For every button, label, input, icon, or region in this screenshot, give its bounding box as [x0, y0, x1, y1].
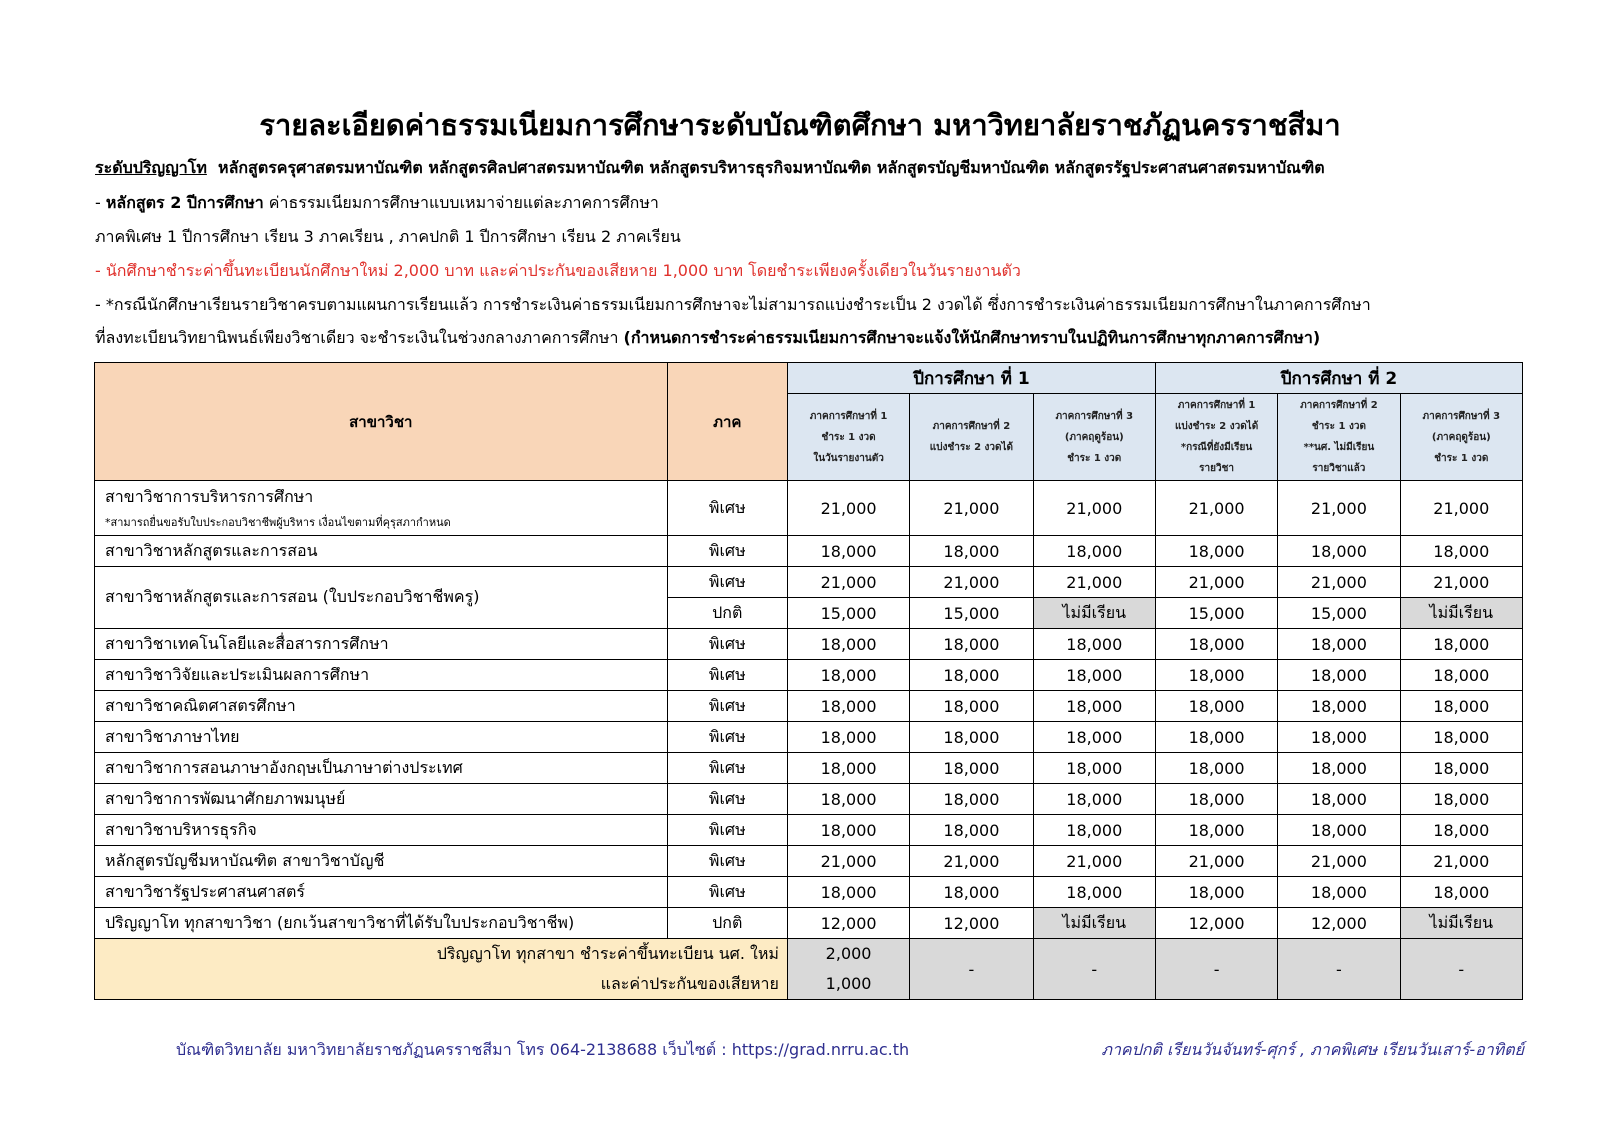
fee-cell: 18,000: [1033, 660, 1155, 691]
fee-cell: 18,000: [910, 784, 1033, 815]
fee-cell: 21,000: [787, 846, 909, 877]
header-semester: [1155, 394, 1277, 481]
fee-cell: 21,000: [787, 567, 909, 598]
program-name-cell: [95, 908, 668, 939]
term-cell: พิเศษ: [667, 660, 787, 691]
registration-fee-values: [787, 939, 909, 1000]
program-name-cell: [95, 846, 668, 877]
fee-cell: 18,000: [1033, 536, 1155, 567]
fee-cell: 18,000: [1155, 784, 1277, 815]
header-semester-line: ภาคการศึกษาที่ 2: [1300, 400, 1378, 411]
table-row: [95, 660, 1523, 691]
header-semester-line: ภาคการศึกษาที่ 2: [932, 421, 1011, 432]
registration-fee-value: 1,000: [825, 974, 872, 993]
fee-cell: 18,000: [1278, 691, 1400, 722]
semester-info: ภาคพิเศษ 1 ปีการศึกษา เรียน 3 ภาคเรียน , ภาคปกติ 1 ปีการศึกษา เรียน 2 ภาคเรียน: [95, 227, 681, 246]
table-row: [95, 536, 1523, 567]
header-semester-line: ชำระ 1 งวด: [1311, 421, 1366, 432]
program-name: สาขาวิชาเทคโนโลยีและสื่อสารการศึกษา: [105, 633, 389, 653]
fee-cell: 18,000: [1033, 691, 1155, 722]
term-cell: ปกติ: [667, 908, 787, 939]
term-cell: พิเศษ: [667, 629, 787, 660]
fee-cell: 18,000: [1278, 753, 1400, 784]
program-name: หลักสูตรบัญชีมหาบัณฑิต สาขาวิชาบัญชี: [105, 850, 385, 870]
table-row: [95, 722, 1523, 753]
program-name: สาขาวิชาวิจัยและประเมินผลการศึกษา: [105, 664, 370, 684]
header-program: สาขาวิชา: [95, 363, 668, 481]
fee-cell: 18,000: [1155, 536, 1277, 567]
course-duration-line: [95, 193, 1535, 213]
header-semester-line: **นศ. ไม่มีเรียน: [1303, 442, 1375, 453]
registration-fee-row: [95, 939, 1523, 1000]
program-name-cell: [95, 567, 668, 629]
fee-cell: 18,000: [1033, 629, 1155, 660]
program-name: สาขาวิชาการบริหารการศึกษา: [105, 487, 314, 506]
table-row: [95, 908, 1523, 939]
fee-cell: 18,000: [1278, 722, 1400, 753]
dash-cell: -: [1278, 939, 1400, 1000]
fee-cell: 18,000: [910, 629, 1033, 660]
fee-cell: 21,000: [1155, 846, 1277, 877]
payment-note: - *กรณีนักศึกษาเรียนรายวิชาครบตามแผนการเรียนแล้ว การชำระเงินค่าธรรมเนียมการศึกษาจะไม่สามารถแบ่งชำระเป็น 2 งวดได้ ซึ่งการชำระเงินค่าธรรมเนียมการศึกษาในภาคการศึกษา: [95, 295, 1371, 314]
program-name-cell: [95, 536, 668, 567]
fee-cell: 18,000: [1400, 536, 1522, 567]
dash-cell: -: [1033, 939, 1155, 1000]
fee-cell: 18,000: [1278, 660, 1400, 691]
program-name: สาขาวิชาบริหารธุรกิจ: [105, 819, 257, 839]
fee-cell: 12,000: [1155, 908, 1277, 939]
fee-cell: 21,000: [1278, 481, 1400, 536]
fee-cell: 18,000: [1155, 629, 1277, 660]
header-semester: [1033, 394, 1155, 481]
header-semester-line: รายวิชา: [1199, 463, 1235, 474]
fee-cell: 18,000: [910, 815, 1033, 846]
fee-cell: 18,000: [787, 784, 909, 815]
program-name-cell: [95, 784, 668, 815]
fee-cell: 18,000: [1155, 877, 1277, 908]
fee-cell: 18,000: [1155, 691, 1277, 722]
header-semester: [787, 394, 909, 481]
table-row: [95, 629, 1523, 660]
fee-cell: 18,000: [1033, 877, 1155, 908]
term-cell: พิเศษ: [667, 691, 787, 722]
fee-cell: ไม่มีเรียน: [1033, 908, 1155, 939]
program-name-cell: [95, 691, 668, 722]
program-name: สาขาวิชารัฐประศาสนศาสตร์: [105, 881, 305, 901]
fee-cell: 18,000: [910, 660, 1033, 691]
fee-cell: 21,000: [1033, 481, 1155, 536]
fee-cell: 18,000: [1400, 784, 1522, 815]
table-row: [95, 753, 1523, 784]
program-name: สาขาวิชาหลักสูตรและการสอน: [105, 540, 318, 560]
fee-cell: 12,000: [787, 908, 909, 939]
term-cell: พิเศษ: [667, 784, 787, 815]
header-semester-line: ชำระ 1 งวด: [1067, 452, 1122, 464]
header-semester-line: (ภาคฤดูร้อน): [1064, 431, 1124, 443]
term-cell: พิเศษ: [667, 846, 787, 877]
header-semester-line: ภาคการศึกษาที่ 1: [809, 410, 888, 422]
fee-cell: 18,000: [1033, 722, 1155, 753]
table-row: [95, 691, 1523, 722]
fee-table: [94, 362, 1523, 1000]
fee-cell: 21,000: [1278, 567, 1400, 598]
fee-cell: 21,000: [1155, 481, 1277, 536]
header-year-1: ปีการศึกษา ที่ 1: [787, 363, 1155, 394]
fee-cell: 12,000: [910, 908, 1033, 939]
fee-cell: 18,000: [1400, 629, 1522, 660]
header-term: ภาค: [667, 363, 787, 481]
header-semester: [910, 394, 1033, 481]
program-name-cell: [95, 753, 668, 784]
fee-cell: ไม่มีเรียน: [1400, 908, 1522, 939]
page-title: รายละเอียดค่าธรรมเนียมการศึกษาระดับบัณฑิตศึกษา มหาวิทยาลัยราชภัฏนครราชสีมา: [259, 108, 1341, 142]
program-name-cell: [95, 722, 668, 753]
table-row: [95, 877, 1523, 908]
fee-cell: ไม่มีเรียน: [1033, 598, 1155, 629]
fee-cell: 21,000: [1400, 846, 1522, 877]
fee-cell: 18,000: [1278, 784, 1400, 815]
fee-cell: 18,000: [1033, 753, 1155, 784]
fee-cell: 18,000: [1400, 877, 1522, 908]
table-row: [95, 846, 1523, 877]
bullet: -: [95, 193, 106, 212]
program-name-cell: [95, 481, 668, 536]
fee-cell: 18,000: [1400, 722, 1522, 753]
term-cell: พิเศษ: [667, 536, 787, 567]
fee-cell: 21,000: [1033, 846, 1155, 877]
dash-cell: -: [1400, 939, 1522, 1000]
header-semester: [1400, 394, 1522, 481]
dash-cell: -: [1155, 939, 1277, 1000]
term-cell: พิเศษ: [667, 815, 787, 846]
fee-cell: 15,000: [910, 598, 1033, 629]
header-semester-line: ชำระ 1 งวด: [1434, 452, 1489, 464]
term-cell: ปกติ: [667, 598, 787, 629]
header-semester-line: แบ่งชำระ 2 งวดได้: [1174, 421, 1259, 432]
header-semester-line: ภาคการศึกษาที่ 1: [1177, 400, 1256, 411]
program-note: *สามารถยื่นขอรับใบประกอบวิชาชีพผู้บริหาร เงื่อนไขตามที่คุรุสภากำหนด: [105, 516, 451, 529]
fee-cell: 18,000: [1400, 691, 1522, 722]
fee-cell: 21,000: [910, 846, 1033, 877]
fee-cell: 18,000: [910, 536, 1033, 567]
fee-cell: 21,000: [787, 481, 909, 536]
header-semester-line: ภาคการศึกษาที่ 3: [1055, 410, 1134, 422]
header-year-2: ปีการศึกษา ที่ 2: [1155, 363, 1522, 394]
program-name-cell: [95, 629, 668, 660]
program-name-cell: [95, 815, 668, 846]
fee-cell: 18,000: [1155, 815, 1277, 846]
level-label: ระดับปริญญาโท: [95, 158, 207, 177]
fee-cell: 18,000: [1033, 815, 1155, 846]
fee-cell: 21,000: [1400, 481, 1522, 536]
fee-cell: 18,000: [787, 691, 909, 722]
registration-fee-note: - นักศึกษาชำระค่าขึ้นทะเบียนนักศึกษาใหม่ 2,000 บาท และค่าประกันของเสียหาย 1,000 บาท โดยชำระเพียงครั้งเดียวในวันรายงานตัว: [95, 261, 1021, 280]
fee-cell: 21,000: [1155, 567, 1277, 598]
registration-fee-label-line: ปริญญาโท ทุกสาขา ชำระค่าขึ้นทะเบียน นศ. ใหม่: [436, 944, 779, 963]
fee-cell: 21,000: [1400, 567, 1522, 598]
program-name: สาขาวิชาภาษาไทย: [105, 726, 240, 746]
fee-cell: ไม่มีเรียน: [1400, 598, 1522, 629]
program-name: สาขาวิชาการพัฒนาศักยภาพมนุษย์: [105, 788, 346, 808]
table-row: [95, 815, 1523, 846]
fee-cell: 18,000: [787, 660, 909, 691]
fee-cell: 18,000: [1155, 722, 1277, 753]
fee-cell: 18,000: [1155, 660, 1277, 691]
fee-cell: 15,000: [1155, 598, 1277, 629]
header-semester-line: แบ่งชำระ 2 งวดได้: [929, 442, 1014, 453]
term-cell: พิเศษ: [667, 753, 787, 784]
fee-cell: 18,000: [787, 815, 909, 846]
registration-fee-label-line: และค่าประกันของเสียหาย: [600, 974, 779, 993]
fee-cell: 21,000: [910, 567, 1033, 598]
program-name-cell: [95, 877, 668, 908]
term-cell: พิเศษ: [667, 877, 787, 908]
program-name-cell: [95, 660, 668, 691]
fee-cell: 18,000: [910, 753, 1033, 784]
level-programs: หลักสูตรครุศาสตรมหาบัณฑิต หลักสูตรศิลปศาสตรมหาบัณฑิต หลักสูตรบริหารธุรกิจมหาบัณฑิต หลักสูตรบัญชีมหาบัณฑิต หลักสูตรรัฐประศาสนศาสตรมหาบัณฑิต: [218, 158, 1325, 177]
fee-cell: 18,000: [1400, 660, 1522, 691]
term-cell: พิเศษ: [667, 567, 787, 598]
dash-cell: -: [910, 939, 1033, 1000]
fee-cell: 15,000: [787, 598, 909, 629]
header-semester-line: *กรณีที่ยังมีเรียน: [1180, 442, 1253, 453]
fee-cell: 18,000: [910, 877, 1033, 908]
fee-cell: 18,000: [1278, 629, 1400, 660]
fee-cell: 18,000: [1278, 536, 1400, 567]
fee-cell: 18,000: [787, 722, 909, 753]
footer-contact: บัณฑิตวิทยาลัย มหาวิทยาลัยราชภัฏนครราชสีมา โทร 064-2138688 เว็บไซต์ : https://grad.nrru.ac.th: [176, 1040, 910, 1059]
payment-note-cont: [95, 328, 1535, 348]
payment-schedule-note: (กำหนดการชำระค่าธรรมเนียมการศึกษาจะแจ้งให้นักศึกษาทราบในปฏิทินการศึกษาทุกภาคการศึกษา): [623, 328, 1321, 347]
header-semester-line: ชำระ 1 งวด: [821, 431, 876, 443]
header-semester-line: รายวิชาแล้ว: [1312, 463, 1366, 474]
registration-fee-label: [95, 939, 788, 1000]
fee-cell: 18,000: [1400, 753, 1522, 784]
program-name: ปริญญาโท ทุกสาขาวิชา (ยกเว้นสาขาวิชาที่ได้รับใบประกอบวิชาชีพ): [105, 912, 575, 932]
header-semester-line: ภาคการศึกษาที่ 3: [1422, 410, 1501, 422]
fee-cell: 21,000: [910, 481, 1033, 536]
header-semester-line: (ภาคฤดูร้อน): [1431, 431, 1491, 443]
fee-cell: 18,000: [1155, 753, 1277, 784]
fee-cell: 21,000: [1033, 567, 1155, 598]
payment-note-plain: ที่ลงทะเบียนวิทยานิพนธ์เพียงวิชาเดียว จะชำระเงินในช่วงกลางภาคการศึกษา: [95, 328, 624, 347]
course-duration: หลักสูตร 2 ปีการศึกษา: [105, 193, 264, 212]
header-semester: [1278, 394, 1400, 481]
table-row: [95, 784, 1523, 815]
fee-cell: 15,000: [1278, 598, 1400, 629]
fee-cell: 12,000: [1278, 908, 1400, 939]
course-fee-type: ค่าธรรมเนียมการศึกษาแบบเหมาจ่ายแต่ละภาคการศึกษา: [263, 193, 659, 212]
program-name: สาขาวิชาการสอนภาษาอังกฤษเป็นภาษาต่างประเทศ: [105, 757, 463, 777]
fee-cell: 18,000: [787, 753, 909, 784]
fee-cell: 18,000: [787, 877, 909, 908]
table-row: [95, 481, 1523, 536]
fee-cell: 18,000: [1033, 784, 1155, 815]
program-name: สาขาวิชาคณิตศาสตรศึกษา: [105, 695, 296, 715]
fee-cell: 18,000: [1278, 815, 1400, 846]
fee-cell: 18,000: [910, 691, 1033, 722]
table-row: [95, 567, 1523, 598]
fee-cell: 18,000: [1400, 815, 1522, 846]
fee-cell: 18,000: [910, 722, 1033, 753]
registration-fee-value: 2,000: [825, 944, 872, 963]
header-semester-line: ในวันรายงานตัว: [813, 452, 884, 464]
fee-cell: 18,000: [787, 536, 909, 567]
fee-cell: 18,000: [787, 629, 909, 660]
fee-cell: 21,000: [1278, 846, 1400, 877]
program-name: สาขาวิชาหลักสูตรและการสอน (ใบประกอบวิชาชีพครู): [105, 587, 480, 606]
footer-schedule: ภาคปกติ เรียนวันจันทร์-ศุกร์ , ภาคพิเศษ เรียนวันเสาร์-อาทิตย์: [1101, 1040, 1524, 1059]
fee-cell: 18,000: [1278, 877, 1400, 908]
level-line: [95, 158, 1535, 178]
term-cell: พิเศษ: [667, 481, 787, 536]
term-cell: พิเศษ: [667, 722, 787, 753]
